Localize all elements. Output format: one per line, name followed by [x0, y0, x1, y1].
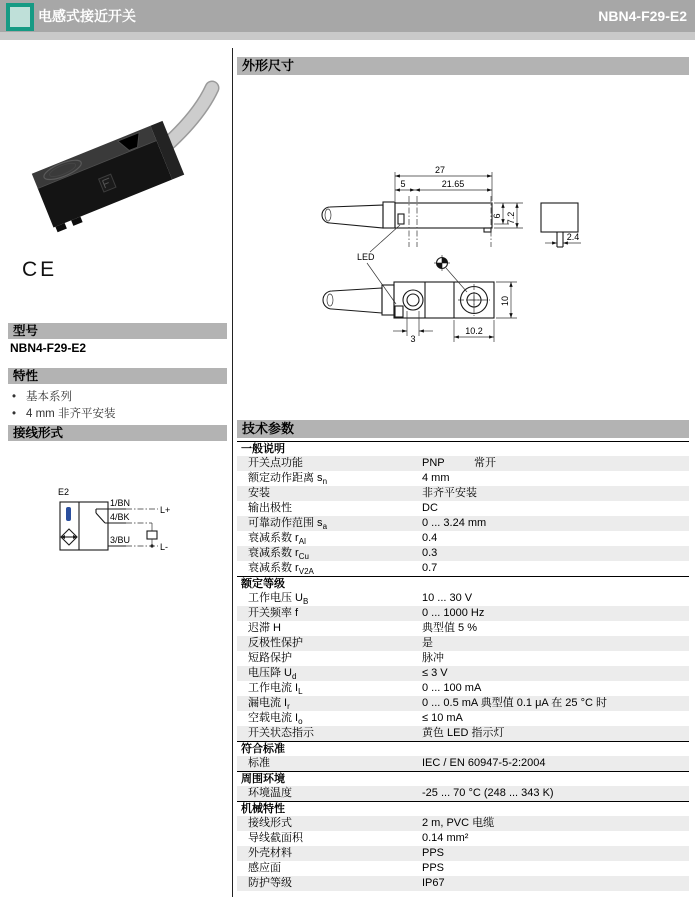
param-value: 0.7 — [422, 562, 438, 574]
param-label: 输出极性 — [248, 502, 292, 514]
param-value: IP67 — [422, 877, 445, 889]
cable — [170, 88, 212, 142]
terminal-plus-label: L+ — [160, 505, 171, 515]
led-hole — [403, 290, 423, 310]
column-divider — [232, 48, 233, 897]
load-symbol — [147, 531, 157, 539]
param-label: 开关频率 f — [248, 607, 299, 619]
param-label: 额定动作距离 $s_n$ — [248, 472, 328, 486]
param-row — [237, 606, 689, 621]
param-row — [237, 561, 689, 576]
sensor-symbol-bar — [66, 507, 71, 521]
param-row — [237, 876, 689, 891]
param-value: 0 ... 100 mA — [422, 682, 482, 694]
param-row — [237, 831, 689, 846]
led-window-bottom — [395, 306, 403, 317]
dim-height-front: 6 — [492, 213, 502, 219]
param-row — [237, 501, 689, 516]
led-label: LED — [357, 252, 375, 262]
param-value: 黄色 LED 指示灯 — [422, 727, 505, 739]
param-row — [237, 546, 689, 561]
header-shadow-strip — [0, 32, 695, 40]
param-value: 0 ... 0.5 mA 典型值 0.1 μA 在 25 °C 时 — [422, 697, 607, 709]
dim-face-length: 10.2 — [465, 326, 483, 336]
tech-section-title: 额定等级 — [237, 576, 689, 591]
param-value: 0.4 — [422, 532, 438, 544]
wiring-type-label: E2 — [58, 487, 70, 497]
dim-led-hole: 3 — [410, 334, 416, 344]
param-label: 开关状态指示 — [248, 727, 314, 739]
param-label: 标准 — [248, 757, 270, 769]
dim-height-total: 7.2 — [506, 211, 516, 225]
param-value: 2 m, PVC 电缆 — [422, 817, 495, 829]
param-label: 开关点功能 — [248, 457, 303, 469]
features-section-bar: 特性 — [8, 368, 227, 384]
param-label: 衰减系数 $r_{Cu}$ — [248, 547, 309, 561]
model-section-bar: 型号 — [8, 323, 227, 339]
param-label: 工作电流 $I_L$ — [248, 682, 303, 696]
param-value: 是 — [422, 637, 433, 649]
param-value: 脉冲 — [422, 652, 444, 664]
param-value: IEC / EN 60947-5-2:2004 — [422, 757, 546, 769]
bullet-icon: • — [12, 408, 17, 420]
sensor-body — [32, 121, 187, 233]
feature-item: • 4 mm 非齐平安装 — [12, 408, 116, 420]
param-row — [237, 591, 689, 606]
model-number: NBN4-F29-E2 — [10, 341, 87, 355]
param-row — [237, 621, 689, 636]
dim-total-length: 27 — [434, 165, 446, 175]
param-label: 感应面 — [248, 862, 281, 874]
param-row — [237, 516, 689, 531]
terminal-minus-label: L- — [160, 542, 169, 552]
param-label: 导线截面积 — [248, 832, 303, 844]
param-value: 非齐平安装 — [422, 487, 477, 499]
param-row — [237, 666, 689, 681]
wire-1-label: 1/BN — [110, 498, 131, 508]
param-label: 安装 — [248, 487, 270, 499]
param-label: 防护等级 — [248, 877, 292, 889]
bullet-icon: • — [12, 391, 17, 403]
param-label: 接线形式 — [248, 817, 292, 829]
tech-table — [237, 441, 689, 891]
param-row — [237, 726, 689, 741]
param-row — [237, 531, 689, 546]
param-value: DC — [422, 502, 438, 514]
param-value: PPS — [422, 862, 445, 874]
param-row — [237, 696, 689, 711]
wiring-diagram — [8, 450, 228, 600]
led-window-side — [398, 214, 404, 224]
wire-2-label: 4/BK — [110, 512, 130, 522]
param-label: 短路保护 — [248, 652, 292, 664]
product-photo — [12, 62, 222, 262]
param-value: PNP 常开 — [422, 457, 496, 469]
param-label: 反极性保护 — [248, 637, 303, 649]
dimensions-section-bar: 外形尺寸 — [237, 57, 689, 75]
param-value: 典型值 5 % — [422, 622, 478, 634]
param-row — [237, 651, 689, 666]
param-row — [237, 846, 689, 861]
param-value: -25 ... 70 °C (248 ... 343 K) — [422, 787, 554, 799]
param-label: 漏电流 $I_r$ — [248, 697, 290, 711]
param-row — [237, 861, 689, 876]
dim-width: 10 — [500, 295, 510, 307]
param-label: 工作电压 $U_B$ — [248, 592, 309, 606]
param-row — [237, 711, 689, 726]
param-row — [237, 456, 689, 471]
param-row — [237, 636, 689, 651]
tech-section-bar: 技术参数 — [237, 420, 689, 438]
tech-section-title: 机械特性 — [237, 801, 689, 816]
wire-3-label: 3/BU — [110, 535, 131, 545]
param-value: ≤ 10 mA — [422, 712, 463, 724]
tech-section-title: 符合标准 — [237, 741, 689, 756]
param-value: ≤ 3 V — [422, 667, 448, 679]
param-label: 外壳材料 — [248, 847, 292, 859]
param-row — [237, 471, 689, 486]
param-row — [237, 786, 689, 801]
header-part-number: NBN4-F29-E2 — [598, 8, 687, 24]
connection-section-bar: 接线形式 — [8, 425, 227, 441]
dim-offset: 5 — [400, 179, 406, 189]
dimension-drawing — [237, 80, 695, 415]
tech-section-title: 一般说明 — [237, 441, 689, 456]
param-label: 衰减系数 $r_{Al}$ — [248, 532, 306, 546]
tech-section-title: 周围环境 — [237, 771, 689, 786]
param-value: 0 ... 3.24 mm — [422, 517, 487, 529]
reference-target-icon — [434, 255, 467, 292]
page-header — [0, 0, 695, 32]
param-value: 0.14 mm² — [422, 832, 469, 844]
param-label: 电压降 $U_d$ — [248, 667, 297, 681]
param-row — [237, 681, 689, 696]
param-row — [237, 486, 689, 501]
param-value: 0.3 — [422, 547, 438, 559]
param-label: 迟滞 H — [248, 622, 281, 634]
param-label: 空载电流 $I_o$ — [248, 712, 303, 726]
param-label: 衰减系数 $r_{V2A}$ — [248, 562, 314, 576]
param-label: 可靠动作范围 $s_a$ — [248, 517, 328, 531]
brand-logo-icon — [6, 3, 34, 31]
ce-mark: CE — [22, 258, 58, 281]
document-title: 电感式接近开关 — [38, 8, 136, 24]
param-value: PPS — [422, 847, 445, 859]
param-row — [237, 756, 689, 771]
param-value: 10 ... 30 V — [422, 592, 473, 604]
dim-body-length: 21.65 — [441, 179, 465, 189]
feature-item: • 基本系列 — [12, 391, 72, 403]
param-label: 环境温度 — [248, 787, 292, 799]
param-value: 0 ... 1000 Hz — [422, 607, 485, 619]
param-row — [237, 816, 689, 831]
param-value: 4 mm — [422, 472, 450, 484]
dim-tab-width: 2.4 — [566, 232, 580, 242]
